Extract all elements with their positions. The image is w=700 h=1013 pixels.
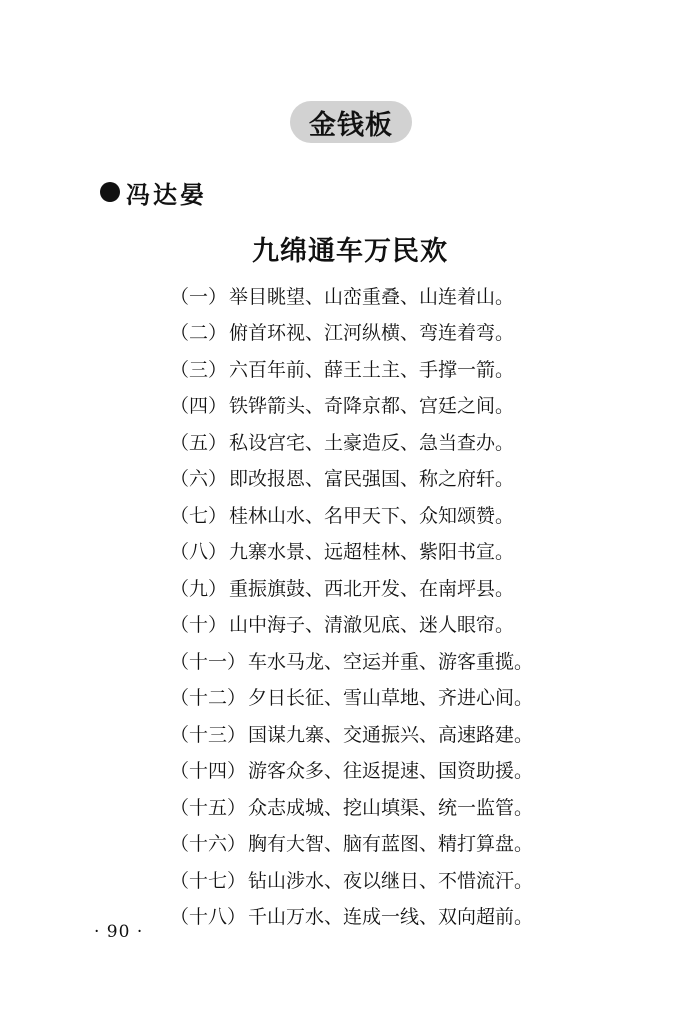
verse-number: （九） — [170, 577, 228, 600]
verse-text: 山中海子、清澈见底、迷人眼帘。 — [229, 614, 515, 637]
verse-text: 私设宫宅、土豪造反、急当查办。 — [229, 431, 515, 454]
author-line — [100, 172, 207, 212]
verse-number: （十一） — [170, 650, 247, 673]
verse-text: 六百年前、薛王土主、手撑一箭。 — [229, 358, 515, 381]
verse-text: 九寨水景、远超桂林、紫阳书宣。 — [229, 541, 515, 564]
poem-title: 九绵通车万民欢 — [252, 236, 448, 267]
verse-line — [170, 569, 533, 606]
verse-number: （十三） — [170, 723, 247, 746]
verse-text: 车水马龙、空运并重、游客重揽。 — [248, 650, 534, 673]
author-name: 冯达晏 — [126, 180, 207, 209]
verse-number: （十五） — [170, 796, 247, 819]
verse-line — [170, 715, 533, 752]
verse-text: 千山万水、连成一线、双向超前。 — [248, 906, 534, 929]
verse-number: （八） — [170, 541, 228, 564]
verse-line — [170, 788, 533, 825]
verse-line — [170, 496, 533, 533]
verse-line — [170, 898, 533, 935]
verse-line — [170, 642, 533, 679]
verse-text: 俯首环视、江河纵横、弯连着弯。 — [229, 322, 515, 345]
verse-line — [170, 314, 533, 351]
verse-number: （三） — [170, 358, 228, 381]
verse-line — [170, 679, 533, 716]
page-number: · 90 · — [94, 922, 144, 942]
verse-number: （十四） — [170, 760, 247, 783]
bullet-dot-icon — [100, 182, 120, 202]
verse-line — [170, 752, 533, 789]
verse-number: （十二） — [170, 687, 247, 710]
verse-text: 钻山涉水、夜以继日、不惜流汗。 — [248, 869, 534, 892]
verse-number: （七） — [170, 504, 228, 527]
verse-text: 国谋九寨、交通振兴、高速路建。 — [248, 723, 534, 746]
verse-number: （六） — [170, 468, 228, 491]
verse-number: （四） — [170, 395, 228, 418]
verse-line — [170, 387, 533, 424]
verse-text: 即改报恩、富民强国、称之府轩。 — [229, 468, 515, 491]
verse-number: （一） — [170, 285, 228, 308]
verse-line — [170, 460, 533, 497]
verse-number: （五） — [170, 431, 228, 454]
verse-list — [170, 277, 533, 934]
verse-text: 桂林山水、名甲天下、众知颂赞。 — [229, 504, 515, 527]
verse-text: 重振旗鼓、西北开发、在南坪县。 — [229, 577, 515, 600]
verse-text: 铁铧箭头、奇降京都、宫廷之间。 — [229, 395, 515, 418]
verse-number: （十） — [170, 614, 228, 637]
verse-line — [170, 606, 533, 643]
verse-line — [170, 277, 533, 314]
section-badge: 金钱板 — [290, 101, 412, 143]
verse-line — [170, 350, 533, 387]
verse-line — [170, 423, 533, 460]
verse-number: （十八） — [170, 906, 247, 929]
verse-line — [170, 825, 533, 862]
verse-text: 举目眺望、山峦重叠、山连着山。 — [229, 285, 515, 308]
verse-text: 游客众多、往返提速、国资助援。 — [248, 760, 534, 783]
verse-number: （十七） — [170, 869, 247, 892]
verse-line — [170, 533, 533, 570]
verse-number: （十六） — [170, 833, 247, 856]
verse-text: 胸有大智、脑有蓝图、精打算盘。 — [248, 833, 534, 856]
verse-line — [170, 861, 533, 898]
verse-text: 众志成城、挖山填渠、统一监管。 — [248, 796, 534, 819]
verse-number: （二） — [170, 322, 228, 345]
verse-text: 夕日长征、雪山草地、齐进心间。 — [248, 687, 534, 710]
